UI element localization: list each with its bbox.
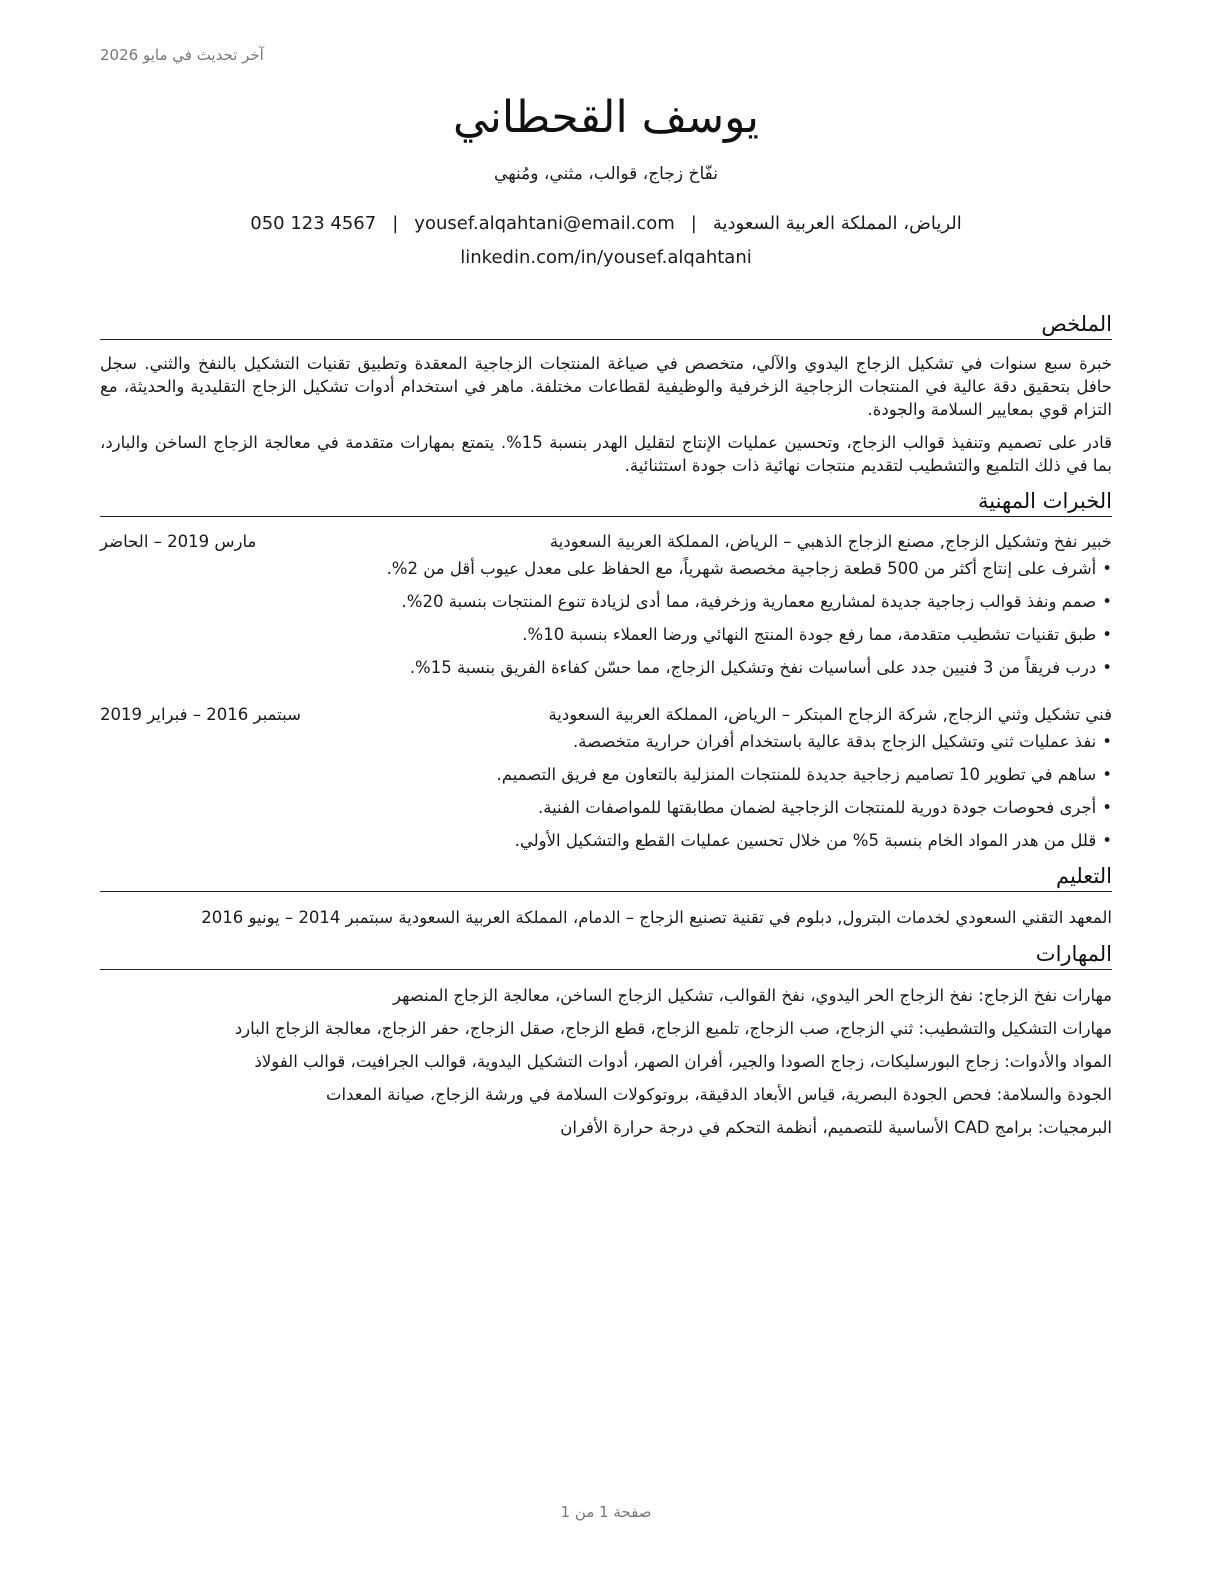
section-title-summary: الملخص [100, 310, 1112, 340]
job-dates: سبتمبر 2016 – فبراير 2019 [100, 705, 301, 724]
bullet-icon: • [1102, 592, 1112, 611]
job-bullet: •أشرف على إنتاج أكثر من 500 قطعة زجاجية مخصصة شهرياً، مع الحفاظ على معدل عيوب أقل من 2%. [100, 557, 1112, 581]
resume-body [100, 310, 1112, 1149]
bullet-icon: • [1102, 732, 1112, 751]
job-bullet: •درب فريقاً من 3 فنيين جدد على أساسيات نفخ وتشكيل الزجاج، مما حسّن كفاءة الفريق بنسبة 15%. [100, 656, 1112, 680]
job-bullet: •أجرى فحوصات جودة دورية للمنتجات الزجاجية لضمان مطابقتها للمواصفات الفنية. [100, 796, 1112, 820]
education-entry: المعهد التقني السعودي لخدمات البترول, دبلوم في تقنية تصنيع الزجاج – الدمام، المملكة العربية السعودية سبتمبر 2014 – يونيو 2016 [201, 908, 1112, 927]
job-dates: مارس 2019 – الحاضر [100, 532, 257, 551]
skills-section [100, 940, 1112, 1140]
contact-phone[interactable]: 050 123 4567 [250, 213, 377, 234]
job-header [100, 702, 1112, 728]
contact-separator: | [392, 213, 399, 234]
job-entry [100, 529, 1112, 680]
resume-header [100, 86, 1112, 270]
job-bullet: •صمم ونفذ قوالب زجاجية جديدة لمشاريع معمارية وزخرفية، مما أدى لزيادة تنوع المنتجات بنسبة 20%. [100, 590, 1112, 614]
skills-line: البرمجيات: برامج CAD الأساسية للتصميم، أنظمة التحكم في درجة حرارة الأفران [560, 1118, 1112, 1137]
linkedin-link[interactable]: linkedin.com/in/yousef.alqahtani [460, 247, 752, 268]
bullet-icon: • [1102, 625, 1112, 644]
resume-page [100, 0, 1112, 1584]
job-header [100, 529, 1112, 555]
section-title-skills: المهارات [100, 940, 1112, 970]
bullet-icon: • [1102, 658, 1112, 677]
summary-paragraph: قادر على تصميم وتنفيذ قوالب الزجاج، وتحسين عمليات الإنتاج لتقليل الهدر بنسبة 15%. يتمتع بمهارات متقدمة في معالجة الزجاج الساخن والبارد، بما في ذلك التلميع والتشطيب لتقديم منتجات نهائية ذات جودة استثنائية. [100, 433, 1112, 475]
contact-location: الرياض، المملكة العربية السعودية [712, 213, 962, 234]
contact-line [100, 212, 1112, 236]
bullet-icon: • [1102, 831, 1112, 850]
contact-separator: | [690, 213, 697, 234]
bullet-icon: • [1102, 765, 1112, 784]
bullet-icon: • [1102, 798, 1112, 817]
job-bullets [100, 557, 1112, 680]
summary-paragraph: خبرة سبع سنوات في تشكيل الزجاج اليدوي والآلي، متخصص في صياغة المنتجات الزجاجية المعقدة وتطبيق تقنيات التشكيل بالنفخ والثني. سجل حافل بتحقيق دقة عالية في المنتجات الزجاجية الزخرفية والوظيفية لقطاعات مختلفة. ماهر في استخدام أدوات تشكيل الزجاج التقليدية والحديثة، مع التزام قوي بمعايير السلامة والجودة. [100, 354, 1112, 419]
skills-list [100, 984, 1112, 1140]
skills-line: الجودة والسلامة: فحص الجودة البصرية، قياس الأبعاد الدقيقة، بروتوكولات السلامة في ورشة الزجاج، صيانة المعدات [326, 1085, 1112, 1104]
section-title-education: التعليم [100, 862, 1112, 892]
candidate-headline: نفّاخ زجاج، قوالب، مثني، ومُنهي [494, 164, 718, 184]
contact-email[interactable]: yousef.alqahtani@email.com [414, 213, 675, 234]
job-bullet: •نفذ عمليات ثني وتشكيل الزجاج بدقة عالية باستخدام أفران حرارية متخصصة. [100, 730, 1112, 754]
page-number: صفحة 1 من 1 [560, 1503, 652, 1521]
job-role: فني تشكيل وثني الزجاج, شركة الزجاج المبتكر – الرياض، المملكة العربية السعودية [548, 705, 1112, 724]
last-updated-note: آخر تحديث في مايو 2026 [100, 46, 264, 64]
candidate-name: يوسف القحطاني [452, 92, 760, 143]
bullet-icon: • [1102, 559, 1112, 578]
job-entry [100, 702, 1112, 853]
job-bullet: •قلل من هدر المواد الخام بنسبة 5% من خلال تحسين عمليات القطع والتشكيل الأولي. [100, 829, 1112, 853]
section-title-experience: الخبرات المهنية [100, 487, 1112, 517]
experience-section [100, 487, 1112, 853]
skills-line: المواد والأدوات: زجاج البورسليكات، زجاج الصودا والجير، أفران الصهر، أدوات التشكيل اليدوية، قوالب الجرافيت، قوالب الفولاذ [254, 1052, 1112, 1071]
skills-line: مهارات التشكيل والتشطيب: ثني الزجاج، صب الزجاج، تلميع الزجاج، قطع الزجاج، صقل الزجاج، حفر الزجاج، معالجة الزجاج البارد [234, 1019, 1112, 1038]
education-section [100, 862, 1112, 930]
job-bullets [100, 730, 1112, 853]
job-bullet: •ساهم في تطوير 10 تصاميم زجاجية جديدة للمنتجات المنزلية بالتعاون مع فريق التصميم. [100, 763, 1112, 787]
skills-line: مهارات نفخ الزجاج: نفخ الزجاج الحر اليدوي، نفخ القوالب، تشكيل الزجاج الساخن، معالجة الزجاج المنصهر [393, 986, 1112, 1005]
job-bullet: •طبق تقنيات تشطيب متقدمة، مما رفع جودة المنتج النهائي ورضا العملاء بنسبة 10%. [100, 623, 1112, 647]
summary-section [100, 310, 1112, 477]
job-role: خبير نفخ وتشكيل الزجاج, مصنع الزجاج الذهبي – الرياض، المملكة العربية السعودية [549, 532, 1112, 551]
